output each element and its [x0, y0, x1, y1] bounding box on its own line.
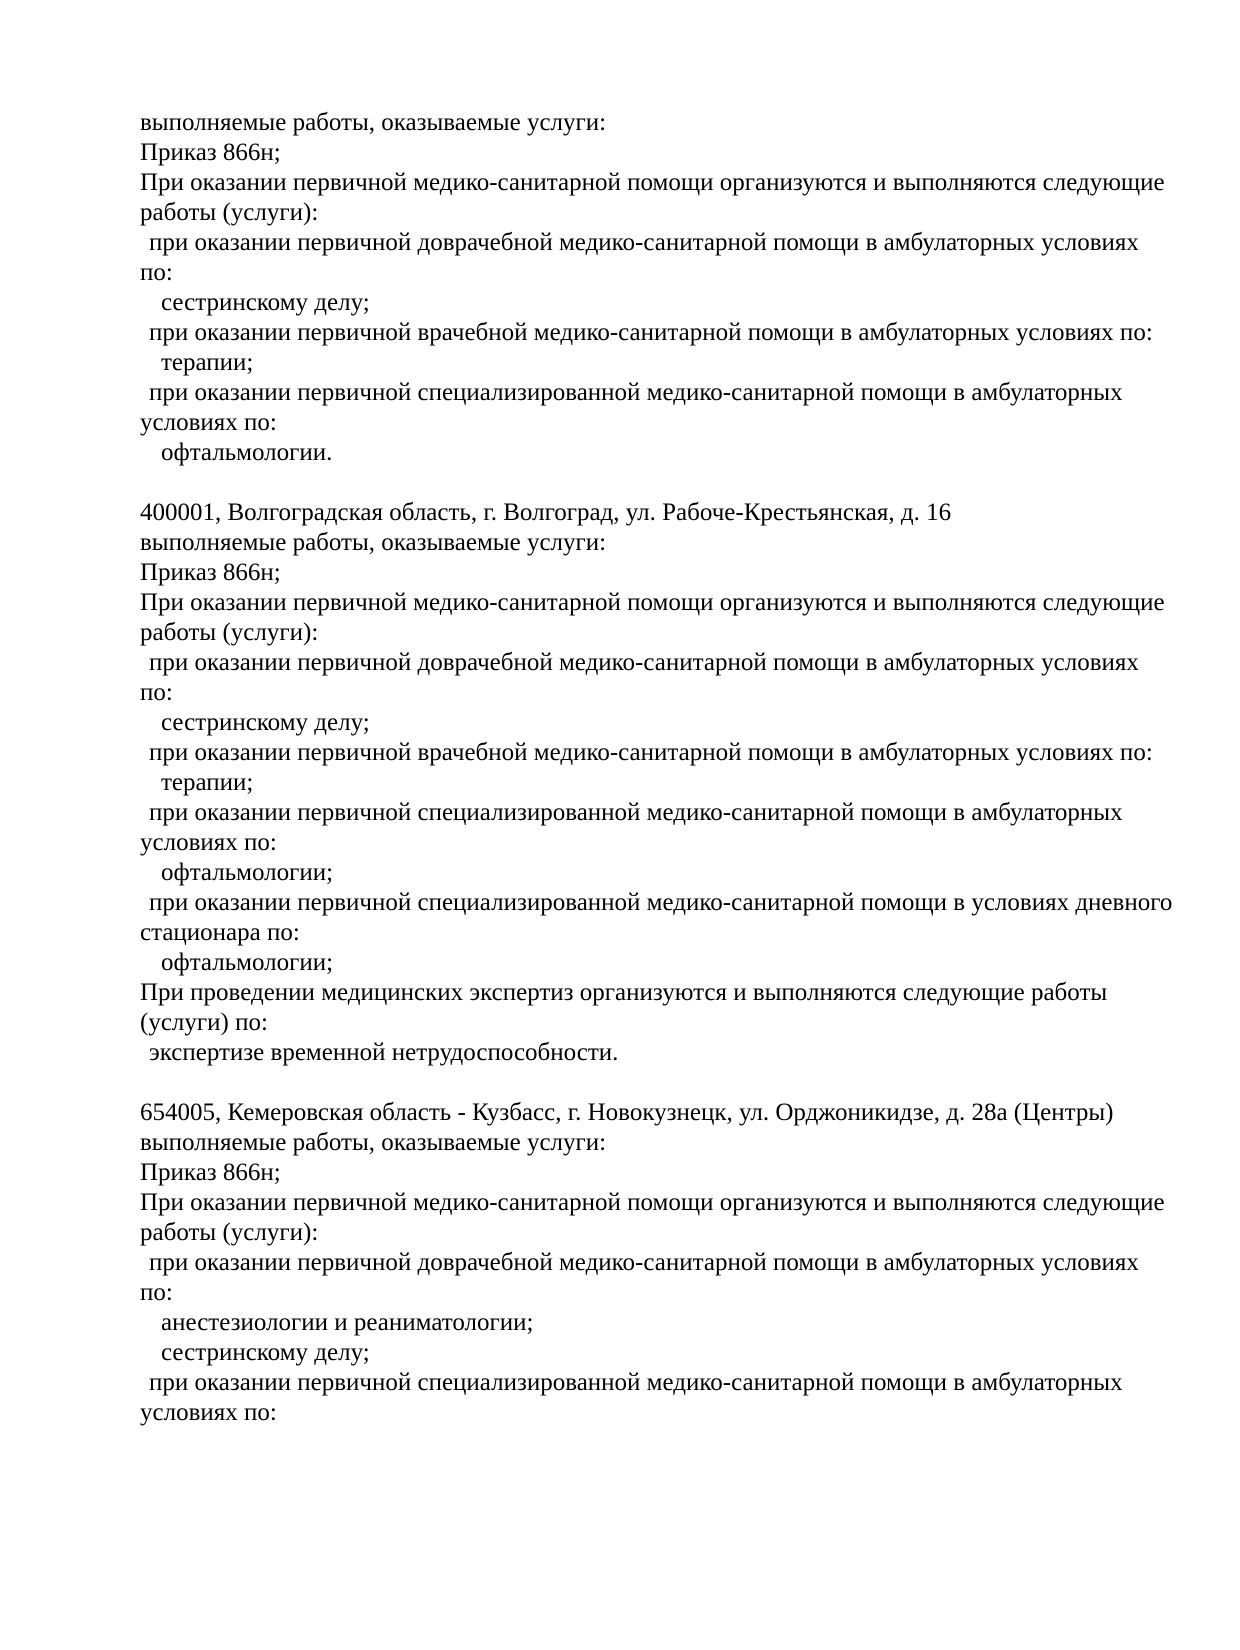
- doc-line: при оказании первичной специализированной медико-санитарной помощи в амбулаторных: [149, 1369, 1123, 1396]
- doc-line: При оказании первичной медико-санитарной помощи организуются и выполняются следующие: [140, 1189, 1165, 1216]
- license-section-3: [140, 1098, 1165, 1428]
- doc-line: сестринскому делу;: [161, 1339, 370, 1366]
- doc-line: сестринскому делу;: [161, 709, 370, 736]
- doc-line: при оказании первичной специализированной медико-санитарной помощи в амбулаторных: [149, 379, 1123, 406]
- doc-line: терапии;: [161, 769, 254, 796]
- doc-line: по:: [140, 259, 173, 286]
- doc-line: условиях по:: [140, 409, 277, 436]
- doc-line: условиях по:: [140, 829, 277, 856]
- doc-line: При оказании первичной медико-санитарной помощи организуются и выполняются следующие: [140, 169, 1165, 196]
- license-section-1: [140, 108, 1165, 468]
- doc-line: Приказ 866н;: [140, 139, 281, 166]
- doc-line: работы (услуги):: [140, 1219, 319, 1246]
- doc-line: выполняемые работы, оказываемые услуги:: [140, 1129, 607, 1156]
- doc-line: сестринскому делу;: [161, 289, 370, 316]
- doc-line: экспертизе временной нетрудоспособности.: [149, 1039, 619, 1066]
- address-line: 400001, Волгоградская область, г. Волгоград, ул. Рабоче-Крестьянская, д. 16: [140, 499, 952, 526]
- doc-line: при оказании первичной специализированной медико-санитарной помощи в амбулаторных: [149, 799, 1123, 826]
- doc-line: офтальмологии;: [161, 859, 334, 886]
- license-section-2: [140, 498, 1173, 1068]
- doc-line: офтальмологии.: [161, 439, 333, 466]
- doc-line: При проведении медицинских экспертиз организуются и выполняются следующие работы: [140, 979, 1108, 1006]
- doc-line: (услуги) по:: [140, 1009, 268, 1036]
- document-content: [140, 108, 1173, 1458]
- doc-line: выполняемые работы, оказываемые услуги:: [140, 529, 607, 556]
- doc-line: анестезиологии и реаниматологии;: [161, 1309, 534, 1336]
- doc-line: стационара по:: [140, 919, 300, 946]
- doc-line: по:: [140, 1279, 173, 1306]
- doc-line: Приказ 866н;: [140, 1159, 281, 1186]
- doc-line: по:: [140, 679, 173, 706]
- doc-line: терапии;: [161, 349, 254, 376]
- doc-line: условиях по:: [140, 1399, 277, 1426]
- doc-line: выполняемые работы, оказываемые услуги:: [140, 109, 607, 136]
- doc-line: офтальмологии;: [161, 949, 334, 976]
- address-line: 654005, Кемеровская область - Кузбасс, г. Новокузнецк, ул. Орджоникидзе, д. 28а (Центры): [140, 1099, 1114, 1126]
- doc-line: при оказании первичной доврачебной медико-санитарной помощи в амбулаторных условиях: [149, 229, 1139, 256]
- doc-line: при оказании первичной доврачебной медико-санитарной помощи в амбулаторных условиях: [149, 649, 1139, 676]
- doc-line: при оказании первичной врачебной медико-санитарной помощи в амбулаторных условиях по:: [149, 739, 1153, 766]
- doc-line: при оказании первичной специализированной медико-санитарной помощи в условиях дневного: [149, 889, 1173, 916]
- doc-line: Приказ 866н;: [140, 559, 281, 586]
- doc-line: при оказании первичной доврачебной медико-санитарной помощи в амбулаторных условиях: [149, 1249, 1139, 1276]
- doc-line: работы (услуги):: [140, 199, 319, 226]
- doc-line: при оказании первичной врачебной медико-санитарной помощи в амбулаторных условиях по:: [149, 319, 1153, 346]
- doc-line: работы (услуги):: [140, 619, 319, 646]
- doc-line: При оказании первичной медико-санитарной помощи организуются и выполняются следующие: [140, 589, 1165, 616]
